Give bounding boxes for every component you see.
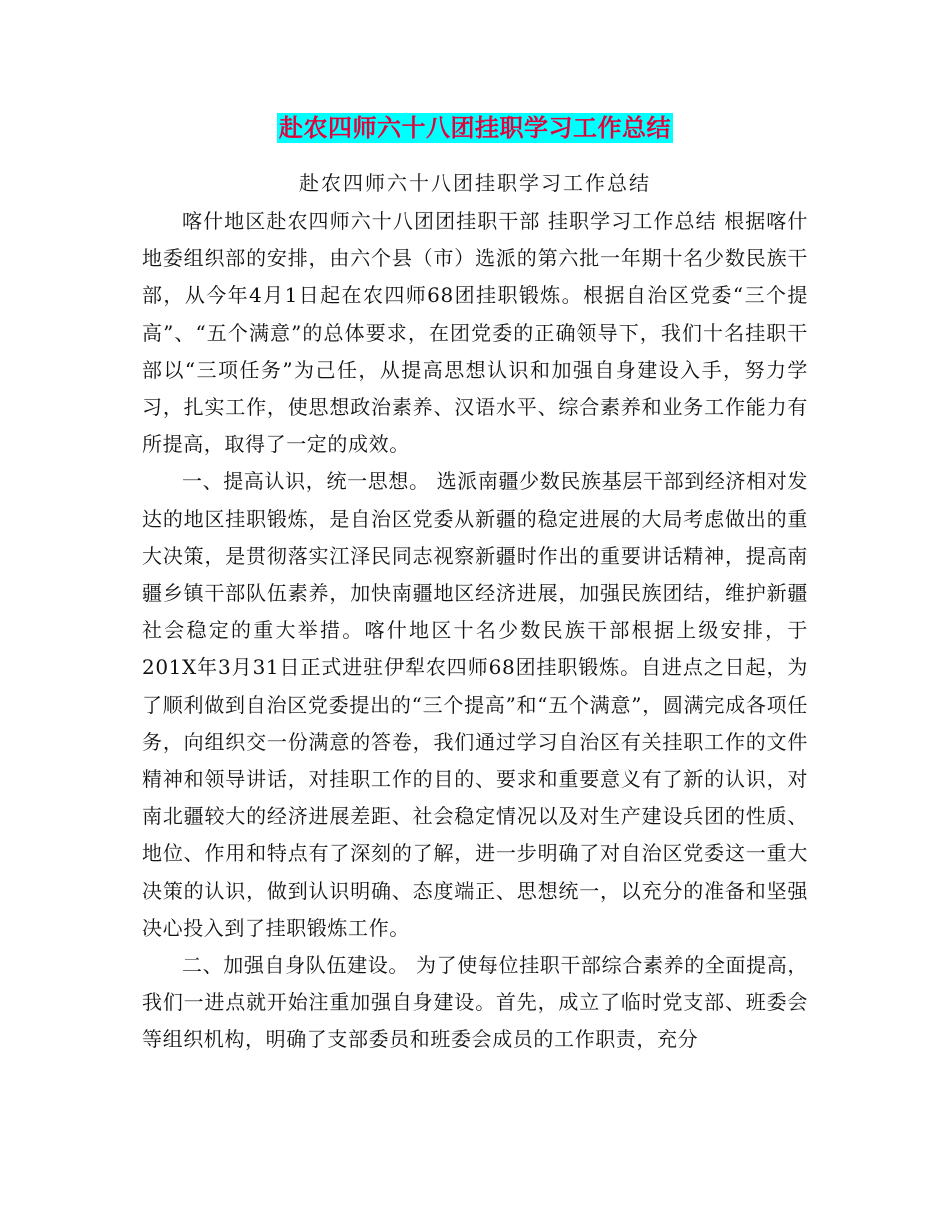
paragraph-intro: 喀什地区赴农四师六十八团团挂职干部 挂职学习工作总结 根据喀什地委组织部的安排，由六个县（市）选派的第六批一年期十名少数民族干部，从今年4月1日起在农四师68团挂职锻炼。根据自治区党委“三个提高”、“五个满意”的总体要求，在团党委的正确领导下，我们十名挂职干部以“三项任务”为己任，从提高思想认识和加强自身建设入手，努力学习，扎实工作，使思想政治素养、汉语水平、综合素养和业务工作能力有所提高，取得了一定的成效。 xyxy=(142,209,808,457)
document-subtitle: 赴农四师六十八团挂职学习工作总结 xyxy=(299,171,651,195)
document-title: 赴农四师六十八团挂职学习工作总结 xyxy=(279,113,671,142)
paragraph-section-one: 一、提高认识，统一思想。 选派南疆少数民族基层干部到经济相对发达的地区挂职锻炼，是自治区党委从新疆的稳定进展的大局考虑做出的重大决策，是贯彻落实江泽民同志视察新疆时作出的重要讲话精神，提高南疆乡镇干部队伍素养，加快南疆地区经济进展，加强民族团结，维护新疆社会稳定的重大举措。喀什地区十名少数民族干部根据上级安排，于201X年3月31日正式进驻伊犁农四师68团挂职锻炼。自进点之日起，为了顺利做到自治区党委提出的“三个提高”和“五个满意”，圆满完成各项任务，向组织交一份满意的答卷，我们通过学习自治区有关挂职工作的文件精神和领导讲话，对挂职工作的目的、要求和重要意义有了新的认识，对南北疆较大的经济进展差距、社会稳定情况以及对生产建设兵团的性质、地位、作用和特点有了深刻的了解，进一步明确了对自治区党委这一重大决策的认识，做到认识明确、态度端正、思想统一，以充分的准备和坚强决心投入到了挂职锻炼工作。 xyxy=(142,469,808,940)
title-container xyxy=(0,113,950,143)
document-body xyxy=(142,203,808,1059)
paragraph-section-two: 二、加强自身队伍建设。 为了使每位挂职干部综合素养的全面提高，我们一进点就开始注重加强自身建设。首先，成立了临时党支部、班委会等组织机构，明确了支部委员和班委会成员的工作职责，充分 xyxy=(142,953,808,1052)
